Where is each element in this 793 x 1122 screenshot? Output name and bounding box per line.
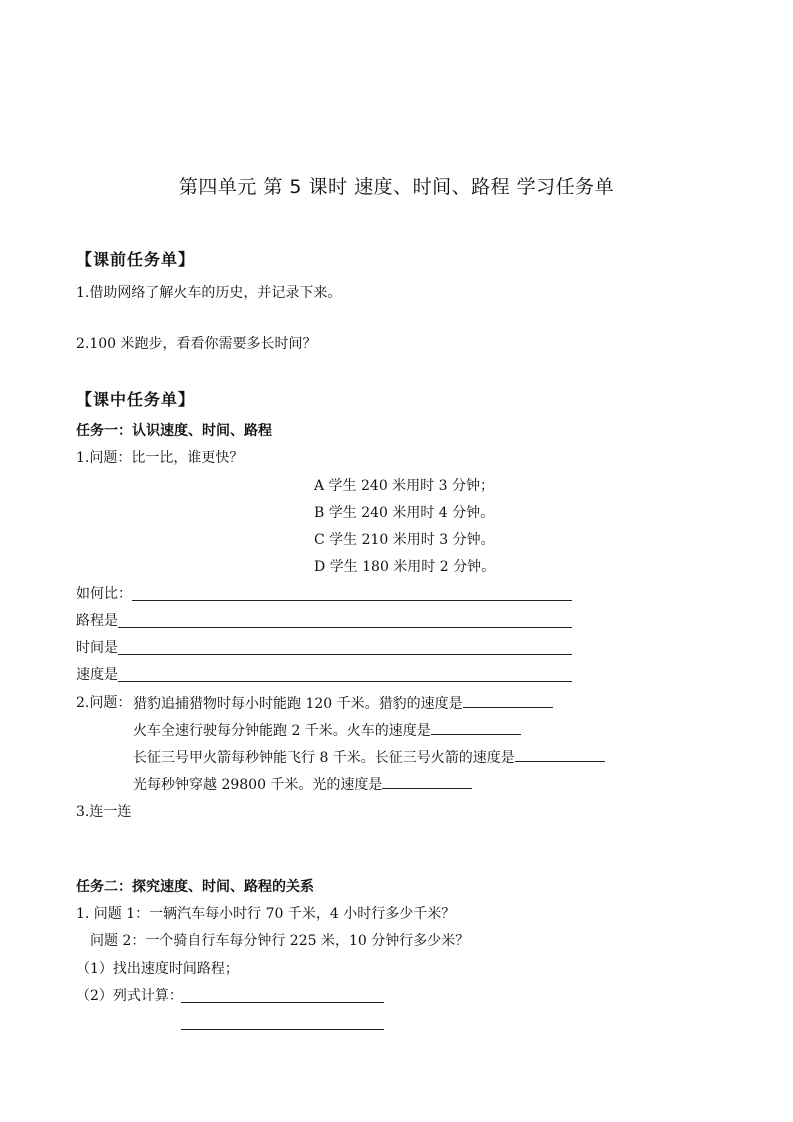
- pre-class-question-2: 2.100 米跑步，看看你需要多长时间？: [76, 336, 317, 352]
- task-1-title: 任务一：认识速度、时间、路程: [76, 423, 272, 439]
- light-text: 光每秒钟穿越 29800 千米。光的速度是: [133, 777, 383, 793]
- speed-label: 速度是: [76, 667, 118, 683]
- calculation-blank-2[interactable]: [181, 1029, 384, 1030]
- task-2-question-1: 1. 问题 1：一辆汽车每小时行 70 千米，4 小时行多少千米？: [76, 906, 456, 922]
- student-a-line: A 学生 240 米用时 3 分钟；: [314, 478, 494, 494]
- page-title: 第四单元 第 5 课时 速度、时间、路程 学习任务单: [178, 176, 615, 198]
- speed-blank[interactable]: [118, 681, 572, 682]
- cheetah-text: 猎豹追捕猎物时每小时能跑 120 千米。猎豹的速度是: [133, 696, 463, 712]
- calculation-blank-1[interactable]: [181, 1002, 384, 1003]
- train-speed-blank[interactable]: [431, 720, 521, 735]
- pre-class-question-1: 1.借助网络了解火车的历史，并记录下来。: [76, 285, 342, 301]
- time-blank[interactable]: [118, 654, 572, 655]
- train-line: [133, 720, 521, 741]
- cheetah-speed-blank[interactable]: [463, 693, 553, 708]
- task-1-question-1: 1.问题：比一比，谁更快？: [76, 450, 244, 466]
- how-compare-label: 如何比：: [76, 586, 132, 602]
- time-label: 时间是: [76, 640, 118, 656]
- in-class-header: 【课中任务单】: [76, 390, 196, 409]
- task-2-question-2: 问题 2：一个骑自行车每分钟行 225 米，10 分钟行多少米？: [90, 933, 470, 949]
- distance-label: 路程是: [76, 613, 118, 629]
- question-3: 3.连一连: [76, 804, 132, 820]
- how-compare-blank[interactable]: [132, 600, 572, 601]
- light-speed-blank[interactable]: [382, 774, 472, 789]
- task-2-step-1: （1）找出速度时间路程；: [76, 961, 239, 977]
- task-2-title: 任务二：探究速度、时间、路程的关系: [76, 879, 314, 895]
- cheetah-line: [133, 693, 553, 714]
- question-2-prefix: 2.问题：: [76, 695, 132, 711]
- rocket-text: 长征三号甲火箭每秒钟能飞行 8 千米。长征三号火箭的速度是: [133, 750, 515, 766]
- student-c-line: C 学生 210 米用时 3 分钟。: [314, 532, 495, 548]
- distance-blank[interactable]: [118, 627, 572, 628]
- rocket-speed-blank[interactable]: [515, 747, 605, 762]
- train-text: 火车全速行驶每分钟能跑 2 千米。火车的速度是: [133, 723, 431, 739]
- student-b-line: B 学生 240 米用时 4 分钟。: [314, 505, 495, 521]
- task-2-step-2: （2）列式计算：: [76, 988, 183, 1004]
- pre-class-header: 【课前任务单】: [76, 250, 196, 269]
- light-line: [133, 774, 472, 795]
- student-d-line: D 学生 180 米用时 2 分钟。: [314, 559, 496, 575]
- rocket-line: [133, 747, 605, 768]
